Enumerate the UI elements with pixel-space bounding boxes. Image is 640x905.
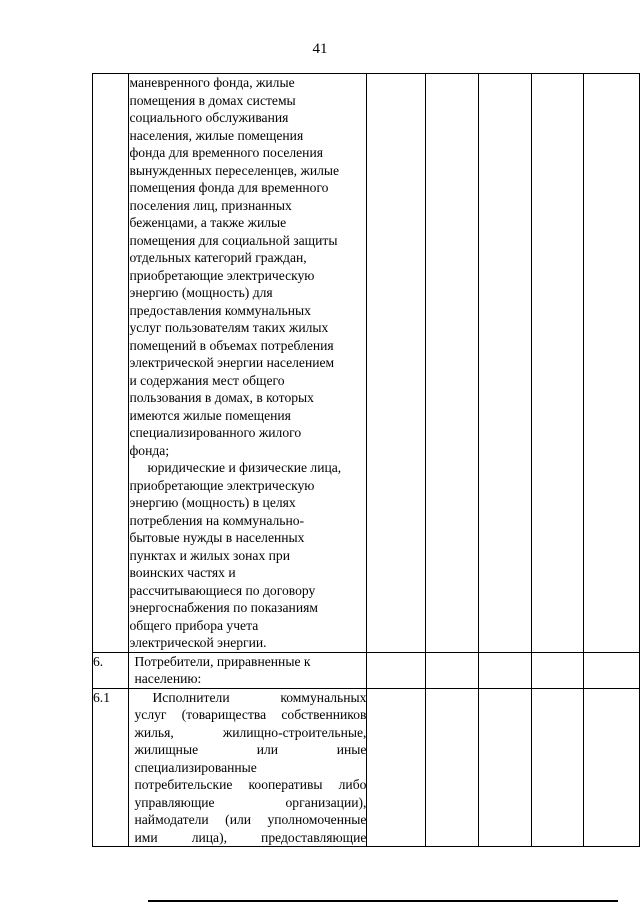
text-line: специализированного жилого: [129, 425, 302, 440]
text-line: пользования в домах, в которых: [129, 390, 314, 405]
row-description-cell: [129, 652, 367, 688]
empty-cell: [479, 74, 532, 653]
page-number: 41: [312, 41, 328, 57]
text-line: наймодатели (или уполномоченные: [134, 812, 367, 827]
text-line: ими лица), предоставляющие: [134, 829, 367, 845]
empty-cell: [531, 688, 584, 847]
text-line: юридические и физические лица,: [147, 460, 342, 475]
text-line: помещения фонда для временного: [129, 180, 329, 195]
text-line: имеются жилые помещения: [129, 407, 291, 423]
text-line: общего прибора учета: [129, 617, 259, 633]
text-line: Исполнители коммунальных: [152, 689, 367, 705]
text-line: жилья, жилищно-строительные,: [134, 724, 367, 740]
text-line: энергоснабжения по показаниям: [129, 600, 318, 615]
empty-cell: [479, 688, 532, 847]
text-line: населению:: [134, 671, 202, 686]
text-line: электрической энергии населением: [129, 355, 335, 370]
text-line: воинских частях и: [129, 565, 236, 580]
text-line: электрической энергии.: [129, 635, 267, 650]
table-row: [93, 652, 640, 688]
text-line: Потребители, приравненные к: [134, 653, 311, 669]
empty-cell: [425, 652, 479, 688]
paragraph-legal-and-natural-persons: [129, 459, 366, 652]
text-line: энергию (мощность) для: [129, 285, 273, 300]
empty-cell: [531, 74, 584, 653]
text-line: фонда;: [129, 442, 170, 458]
text-line: населения, жилые помещения: [129, 127, 304, 143]
text-line: отдельных категорий граждан,: [129, 250, 307, 265]
text-line: помещения в домах системы: [129, 92, 296, 108]
text-line: помещений в объемах потребления: [129, 337, 334, 353]
text-line: и содержания мест общего: [129, 372, 285, 388]
row-description-cell: [129, 688, 367, 847]
text-line: пунктах и жилых зонах при: [129, 547, 290, 563]
paragraph-equated-consumers: [134, 653, 366, 688]
text-line: услуг (товарищества собственников: [134, 707, 367, 722]
text-line: рассчитывающиеся по договору: [129, 582, 316, 598]
empty-cell: [367, 652, 425, 688]
text-line: приобретающие электрическую: [129, 267, 315, 283]
empty-cell: [584, 688, 640, 847]
text-line: потребительские кооперативы либо: [134, 777, 367, 792]
text-line: приобретающие электрическую: [129, 477, 315, 493]
text-line: услуг пользователям таких жилых: [129, 320, 329, 335]
row-number-cell: [93, 74, 129, 653]
text-line: бытовые нужды в населенных: [129, 530, 305, 545]
text-line: предоставления коммунальных: [129, 302, 311, 318]
empty-cell: [531, 652, 584, 688]
paragraph-specialized-housing: [129, 74, 366, 459]
empty-cell: [425, 688, 479, 847]
table-row: [93, 688, 640, 847]
text-line: помещения для социальной защиты: [129, 232, 338, 248]
empty-cell: [367, 74, 425, 653]
text-line: вынужденных переселенцев, жилые: [129, 162, 340, 178]
row-number-cell: 6.1: [93, 688, 129, 847]
empty-cell: [479, 652, 532, 688]
text-line: потребления на коммунально-: [129, 512, 305, 528]
text-line: энергию (мощность) в целях: [129, 495, 296, 510]
text-line: поселения лиц, признанных: [129, 197, 292, 213]
table-row: [93, 74, 640, 653]
tariff-table: [92, 73, 640, 847]
text-line: беженцами, а также жилые: [129, 215, 287, 230]
text-line: социального обслуживания: [129, 110, 289, 125]
text-line: управляющие организации),: [134, 794, 367, 810]
text-line: специализированные: [134, 759, 257, 775]
text-line: маневренного фонда, жилые: [129, 75, 295, 90]
empty-cell: [584, 652, 640, 688]
empty-cell: [425, 74, 479, 653]
empty-cell: [584, 74, 640, 653]
paragraph-utility-providers: [134, 689, 366, 847]
text-line: жилищные или иные: [134, 742, 367, 757]
text-line: фонда для временного поселения: [129, 145, 323, 160]
row-description-cell: [129, 74, 367, 653]
page-bottom-edge: [148, 900, 618, 902]
row-number-cell: 6.: [93, 652, 129, 688]
empty-cell: [367, 688, 425, 847]
